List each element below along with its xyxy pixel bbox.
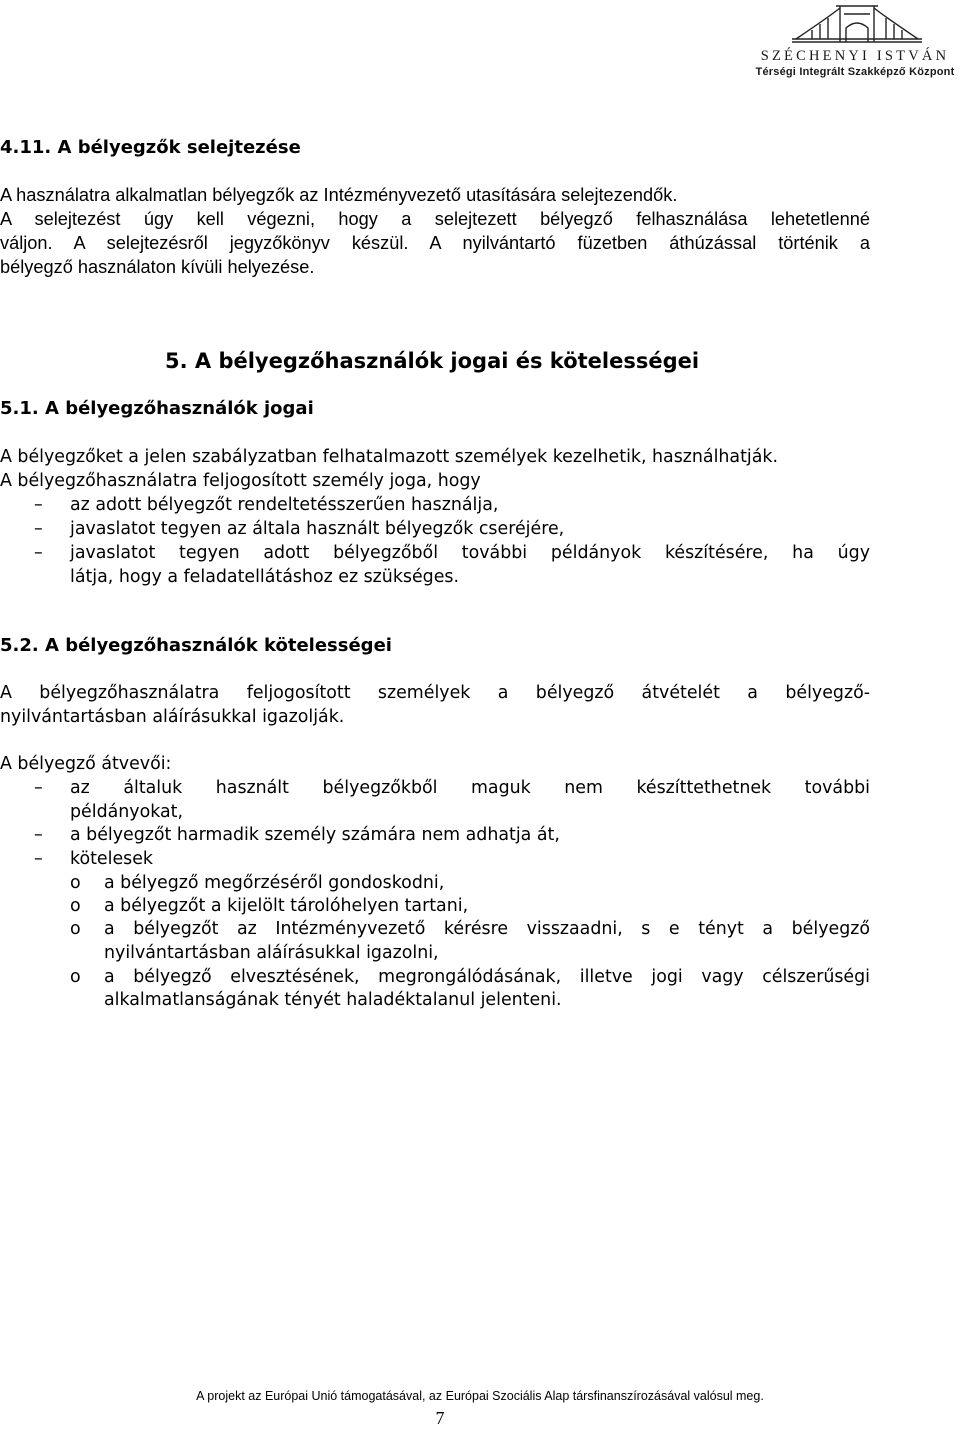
- list-item-continuation: látja, hogy a feladatellátáshoz ez szükséges.: [70, 567, 459, 587]
- bridge-logo-icon: [752, 2, 958, 48]
- paragraph-line: A selejtezést úgy kell végezni, hogy a selejtezett bélyegző felhasználása lehetetlenné: [0, 209, 870, 229]
- paragraph-line: váljon. A selejtezésről jegyzőkönyv készül. A nyilvántartó füzetben áthúzással történik a: [0, 233, 870, 253]
- logo-subtitle: Térségi Integrált Szakképző Központ: [755, 66, 955, 78]
- paragraph-line: bélyegző használaton kívüli helyezése.: [0, 257, 315, 277]
- recipients-label: A bélyegző átvevői:: [0, 754, 172, 774]
- circle-bullet: o: [70, 873, 81, 893]
- paragraph-line: A használatra alkalmatlan bélyegzők az Intézményvezető utasítására selejtezendők.: [0, 185, 678, 205]
- section-heading-4-11: 4.11. A bélyegzők selejtezése: [0, 137, 301, 158]
- list-item-continuation: példányokat,: [70, 802, 183, 822]
- paragraph-line: nyilvántartásban aláírásukkal igazolják.: [0, 707, 345, 727]
- sub-list-item: a bélyegzőt a kijelölt tárolóhelyen tartani,: [104, 896, 469, 916]
- circle-bullet: o: [70, 919, 81, 939]
- school-logo: [752, 2, 958, 82]
- section-heading-5-1: 5.1. A bélyegzőhasználók jogai: [0, 398, 314, 419]
- sub-list-item: a bélyegző megőrzéséről gondoskodni,: [104, 873, 445, 893]
- circle-bullet: o: [70, 967, 81, 987]
- dash-bullet: –: [34, 543, 43, 563]
- section-heading-5-2: 5.2. A bélyegzőhasználók kötelességei: [0, 635, 392, 656]
- dash-bullet: –: [34, 778, 43, 798]
- logo-title: SZÉCHENYI ISTVÁN: [760, 48, 950, 64]
- list-item: az általuk használt bélyegzőkből maguk nem készíttethetnek további: [70, 778, 870, 798]
- list-item: javaslatot tegyen adott bélyegzőből további példányok készítésére, ha úgy: [70, 543, 870, 563]
- paragraph-line: A bélyegzőket a jelen szabályzatban felhatalmazott személyek kezelhetik, használhatják.: [0, 447, 778, 467]
- sub-list-item: a bélyegzőt az Intézményvezető kérésre visszaadni, s e tényt a bélyegző: [104, 919, 870, 939]
- sub-list-item: a bélyegző elvesztésének, megrongálódásának, illetve jogi vagy célszerűségi: [104, 967, 870, 987]
- dash-bullet: –: [34, 519, 43, 539]
- chapter-heading-5: 5. A bélyegzőhasználók jogai és kötelességei: [165, 349, 700, 373]
- list-item: javaslatot tegyen az általa használt bélyegzők cseréjére,: [70, 519, 565, 539]
- dash-bullet: –: [34, 495, 43, 515]
- sub-list-item-continuation: alkalmatlanságának tényét haladéktalanul jelenteni.: [104, 990, 562, 1010]
- dash-bullet: –: [34, 849, 43, 869]
- list-item: a bélyegzőt harmadik személy számára nem adhatja át,: [70, 825, 560, 845]
- list-item: az adott bélyegzőt rendeltetésszerűen használja,: [70, 495, 499, 515]
- paragraph-line: A bélyegzőhasználatra feljogosított személy joga, hogy: [0, 471, 481, 491]
- list-item: kötelesek: [70, 849, 153, 869]
- dash-bullet: –: [34, 825, 43, 845]
- circle-bullet: o: [70, 896, 81, 916]
- footer-note: A projekt az Európai Unió támogatásával, az Európai Szociális Alap társfinanszírozásával valósul meg.: [196, 1389, 764, 1403]
- paragraph-line: A bélyegzőhasználatra feljogosított személyek a bélyegző átvételét a bélyegző-: [0, 683, 870, 703]
- page-number: 7: [435, 1408, 445, 1428]
- sub-list-item-continuation: nyilvántartásban aláírásukkal igazolni,: [104, 943, 439, 963]
